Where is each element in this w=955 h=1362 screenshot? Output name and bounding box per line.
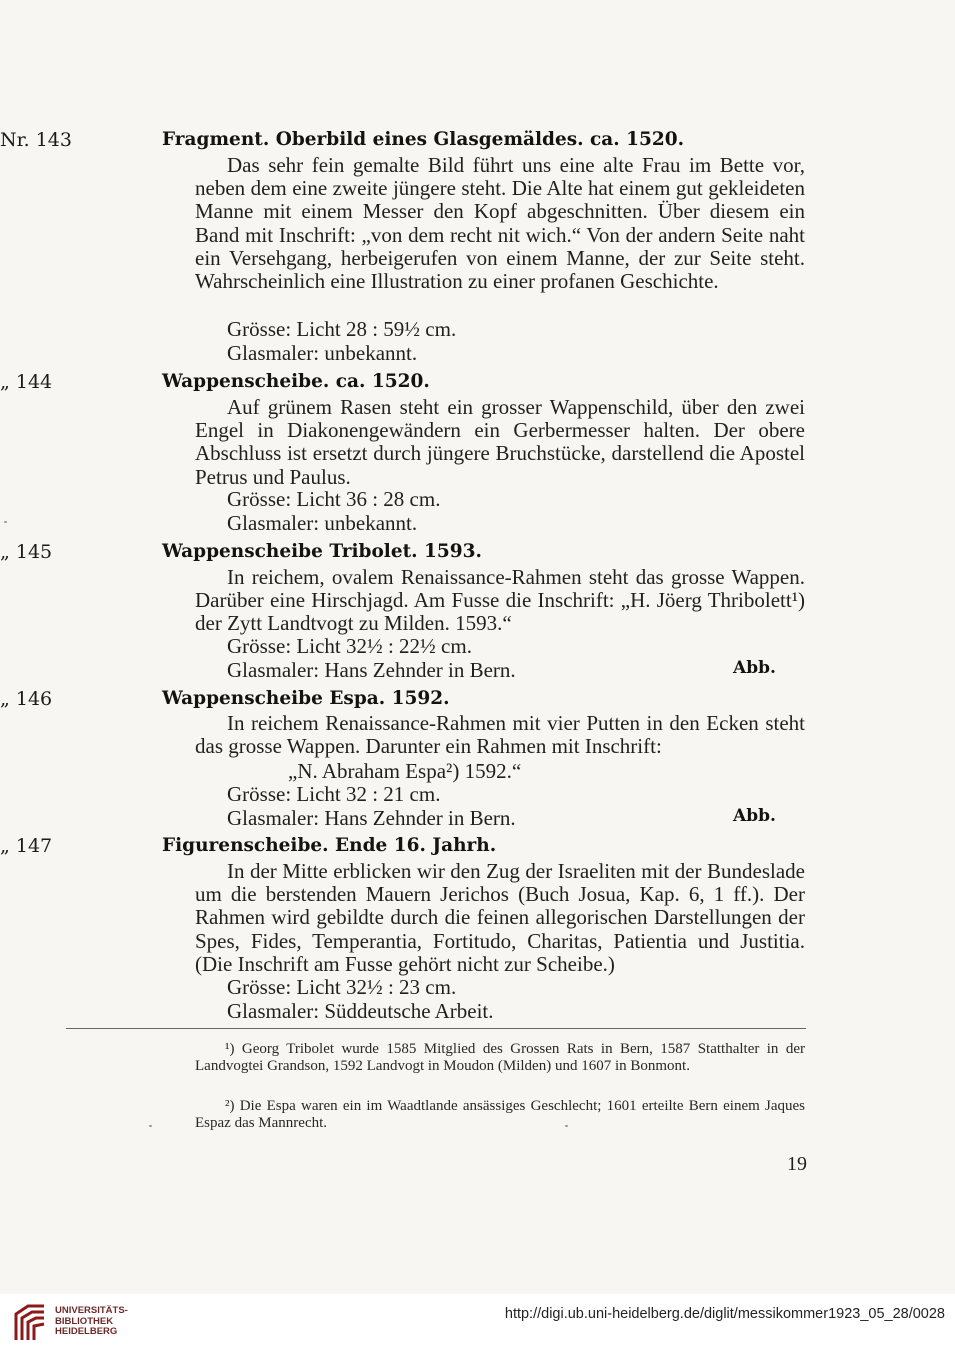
digitization-footer	[0, 1294, 955, 1362]
entry-number: „ 146	[0, 688, 53, 710]
entry-painter: Glasmaler: unbekannt.	[227, 341, 418, 365]
entry-title: Fragment. Oberbild eines Glasgemäldes. ca. 1520.	[162, 129, 685, 150]
library-name	[55, 1306, 128, 1338]
entry-number: „ 145	[0, 541, 53, 563]
entry-number: „ 147	[0, 835, 53, 857]
library-name-line: HEIDELBERG	[55, 1326, 118, 1337]
entry-size: Grösse: Licht 32½ : 23 cm.	[227, 975, 457, 999]
illustration-reference: Abb.	[733, 806, 776, 826]
entry-description: Auf grünem Rasen steht ein grosser Wappenschild, über den zwei Engel in Diakonengewändern ein Gerbermesser halten. Der obere Abschluss ist ersetzt durch jüngere Bruchstücke, darstellend die Apostel Petrus und Paulus.	[195, 395, 805, 489]
entry-painter: Glasmaler: Hans Zehnder in Bern.	[227, 658, 516, 682]
library-name-line: UNIVERSITÄTS-	[55, 1305, 128, 1316]
ub-heidelberg-logo-icon[interactable]	[10, 1302, 50, 1344]
footnote-2: ²) Die Espa waren ein im Waadtlande ansässiges Geschlecht; 1601 erteilte Bern einem Jaques Espaz das Mannrecht.	[195, 1098, 805, 1131]
paper-speck	[4, 521, 7, 523]
entry-description: Das sehr fein gemalte Bild führt uns eine alte Frau im Bette vor, neben dem eine zweite jüngere steht. Die Alte hat einem gut gekleideten Manne mit einem Messer den Kopf abgeschnitten. Über diesem ein Band mit Inschrift: „von dem recht nit wich.“ Von der andern Seite naht ein Versehgang, herbeigerufen von einem Manne, der zur Seite steht. Wahrscheinlich eine Illustration zu einer profanen Geschichte.	[195, 153, 805, 294]
entry-title: Figurenscheibe. Ende 16. Jahrh.	[162, 835, 497, 856]
entry-description: In reichem Renaissance-Rahmen mit vier Putten in den Ecken steht das grosse Wappen. Darunter ein Rahmen mit Inschrift:	[195, 711, 805, 759]
entry-size: Grösse: Licht 36 : 28 cm.	[227, 487, 441, 511]
entry-title: Wappenscheibe. ca. 1520.	[162, 371, 430, 392]
footnote-1: ¹) Georg Tribolet wurde 1585 Mitglied des Grossen Rats in Bern, 1587 Statthalter in der Landvogtei Grandson, 1592 Landvogt in Moudon (Milden) und 1607 in Bonmont.	[195, 1041, 805, 1074]
illustration-reference: Abb.	[733, 658, 776, 678]
entry-painter: Glasmaler: Hans Zehnder in Bern.	[227, 806, 516, 830]
entry-description: In reichem, ovalem Renaissance-Rahmen steht das grosse Wappen. Darüber eine Hirschjagd. Am Fusse die Inschrift: „H. Jöerg Thribolett¹) der Zytt Landtvogt zu Milden. 1593.“	[195, 565, 805, 636]
entry-painter: Glasmaler: unbekannt.	[227, 511, 418, 535]
entry-inscription: „N. Abraham Espa²) 1592.“	[288, 759, 522, 783]
page-number: 19	[787, 1153, 807, 1175]
entry-size: Grösse: Licht 32½ : 22½ cm.	[227, 634, 472, 658]
library-name-line: BIBLIOTHEK	[55, 1315, 114, 1327]
entry-title: Wappenscheibe Tribolet. 1593.	[162, 541, 482, 562]
paper-speck	[565, 1125, 568, 1127]
footnote-separator	[66, 1028, 806, 1029]
entry-number: Nr. 143	[0, 129, 72, 151]
entry-painter: Glasmaler: Süddeutsche Arbeit.	[227, 999, 494, 1023]
entry-title: Wappenscheibe Espa. 1592.	[162, 688, 450, 709]
entry-number: „ 144	[0, 371, 53, 393]
paper-speck	[149, 1125, 152, 1127]
entry-size: Grösse: Licht 32 : 21 cm.	[227, 782, 441, 806]
entry-description: In der Mitte erblicken wir den Zug der Israeliten mit der Bundeslade um die berstenden Mauern Jerichos (Buch Josua, Kap. 6, 1 ff.). Der Rahmen wird gebildte durch die feinen allegorischen Darstellungen der Spes, Fides, Temperantia, Fortitudo, Charitas, Patientia und Justitia. (Die Inschrift am Fusse gehört nicht zur Scheibe.)	[195, 859, 805, 976]
entry-size: Grösse: Licht 28 : 59½ cm.	[227, 317, 457, 341]
permalink-url[interactable]: http://digi.ub.uni-heidelberg.de/diglit/messikommer1923_05_28/0028	[504, 1306, 945, 1322]
